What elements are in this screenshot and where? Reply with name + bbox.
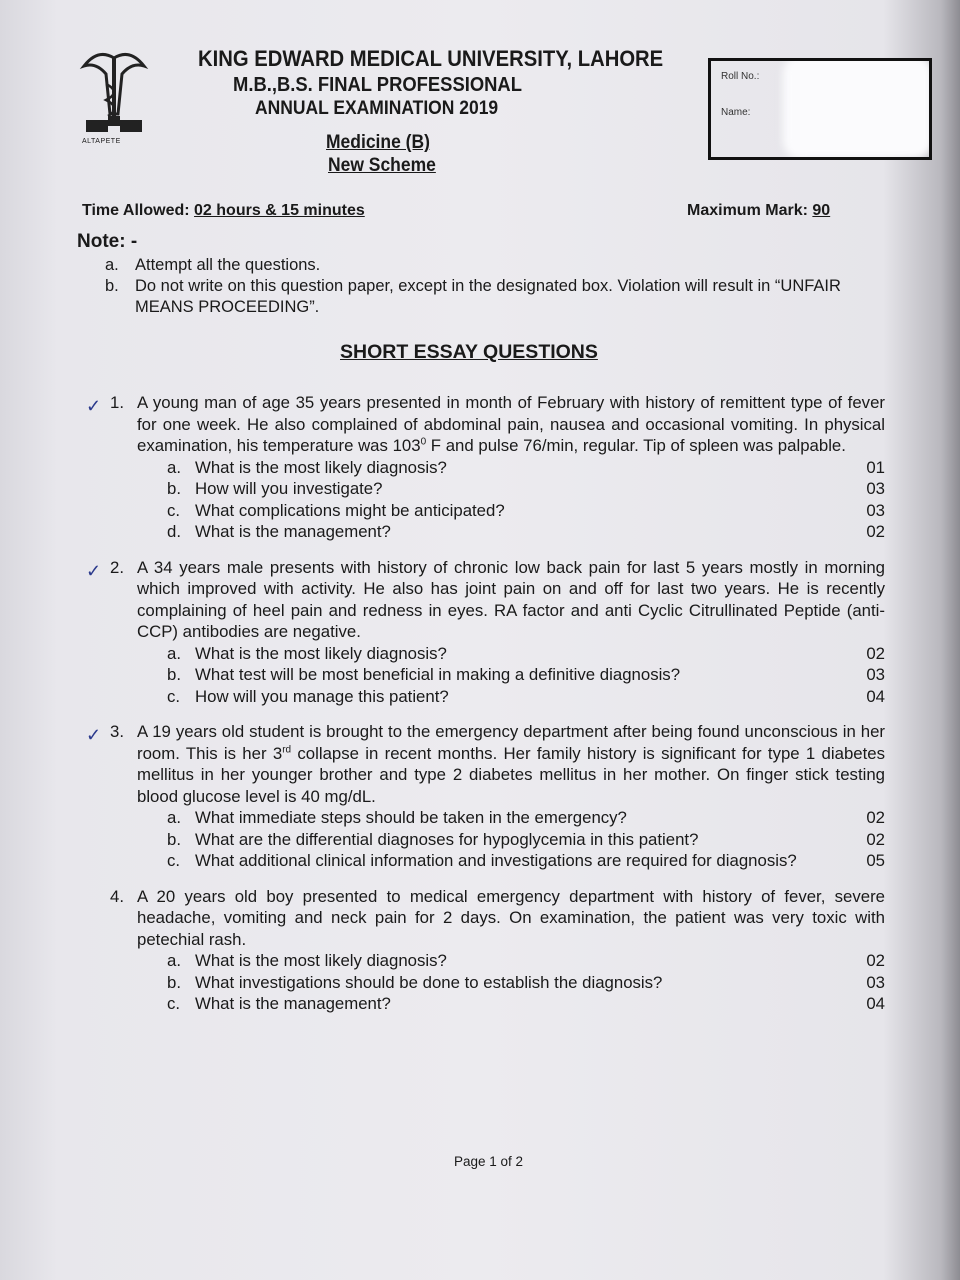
stem-text-after: F and pulse 76/min, regular. Tip of spleen was palpable. (426, 436, 846, 455)
question-part (110, 807, 885, 829)
part-marks: 05 (866, 851, 885, 870)
exam-title: ANNUAL EXAMINATION 2019 (255, 98, 499, 119)
question-number: 1. (110, 393, 124, 412)
handwritten-tick-icon: ✓ (86, 725, 102, 745)
superscript: rd (282, 743, 292, 755)
time-label: Time Allowed: (82, 202, 190, 219)
question-part (110, 500, 885, 522)
question-part (110, 643, 885, 665)
stem-text: A 19 years old student is brought to the emergency department after being found unconscious in her room. This is her 3 (137, 722, 885, 763)
part-text: What is the management? (195, 522, 391, 541)
part-text: What complications might be anticipated? (195, 500, 505, 520)
time-value: 02 hours & 15 minutes (194, 202, 365, 219)
question-part (110, 972, 885, 994)
stem-text: A 34 years male presents with history of chronic low back pain for last 5 years mostly in morning which improved with activity. He also has joint pain on and off for last two years. He is recently complaining of heel pain and redness in eyes. RA factor and anti Cyclic Citrullinated Peptide (anti-CCP) antibodies are negative. (137, 557, 885, 641)
question-part (110, 478, 885, 500)
stem-text: A 20 years old boy presented to medical emergency department with history of fever, severe headache, vomiting and neck pain for 2 days. On examination, the patient was very toxic with petechial rash. (137, 886, 885, 949)
part-text: What test will be most beneficial in making a definitive diagnosis? (195, 665, 681, 684)
part-marks: 03 (866, 500, 885, 520)
part-label: a. (167, 951, 181, 970)
part-marks: 04 (866, 686, 885, 706)
question-list (86, 392, 885, 1029)
note-title: Note: - (77, 231, 138, 252)
candidate-info-box (708, 58, 932, 160)
part-text: How will you investigate? (195, 479, 383, 498)
part-label: a. (167, 457, 181, 477)
roll-no-label: Roll No.: (721, 71, 760, 82)
note-key: b. (105, 277, 119, 295)
part-label: c. (167, 686, 181, 706)
note-text: Do not write on this question paper, except in the designated box. Violation will result in “UNFAIR MEANS PROCEEDING”. (135, 277, 841, 316)
maximum-mark (687, 202, 830, 220)
part-label: c. (167, 500, 181, 520)
question-4 (110, 886, 885, 1015)
stem-text: A young man of age 35 years presented in month of February with history of remittent type of fever for one week. He also complained of abdominal pain, nausea and occasional vomiting. In physical examination, his temperature was 103 (137, 393, 885, 455)
note-item (105, 276, 865, 318)
page-number: Page 1 of 2 (454, 1154, 524, 1169)
question-part (110, 457, 885, 479)
part-marks: 04 (866, 994, 885, 1013)
part-text: What is the most likely diagnosis? (195, 951, 447, 970)
question-part (110, 993, 885, 1015)
part-label: c. (167, 994, 181, 1013)
handwritten-tick-icon: ✓ (86, 396, 102, 416)
stem-text-after: collapse in recent months. Her family history is significant for type 1 diabetes mellitus in her younger brother and type 2 diabetes mellitus in her mother. On finger stick testing blood glucose level is 40 mg/dL. (137, 743, 885, 806)
question-number: 3. (110, 722, 124, 741)
question-stem (137, 392, 885, 457)
question-part (110, 664, 885, 686)
part-text: What is the most likely diagnosis? (195, 457, 447, 477)
name-label: Name: (721, 107, 751, 118)
note-key: a. (105, 256, 119, 274)
part-text: What investigations should be done to establish the diagnosis? (195, 972, 663, 992)
part-text: What immediate steps should be taken in the emergency? (195, 808, 627, 827)
max-label: Maximum Mark: (687, 202, 808, 219)
part-label: a. (167, 643, 181, 663)
question-part (110, 521, 885, 543)
part-marks: 02 (866, 522, 885, 541)
section-title: SHORT ESSAY QUESTIONS (340, 341, 598, 363)
scheme-title: New Scheme (328, 155, 436, 176)
part-marks: 03 (866, 972, 885, 992)
part-label: b. (167, 665, 181, 684)
part-marks: 02 (866, 808, 885, 827)
question-part (110, 850, 885, 872)
part-label: b. (167, 829, 181, 849)
part-text: What is the management? (195, 994, 391, 1013)
program-title: M.B.,B.S. FINAL PROFESSIONAL (233, 74, 522, 96)
superscript: 0 (420, 436, 427, 448)
question-3 (86, 721, 885, 872)
question-stem (137, 886, 885, 951)
max-value: 90 (812, 202, 831, 219)
logo-motto: ALTAPETE (82, 138, 121, 145)
handwritten-tick-icon: ✓ (86, 560, 102, 581)
part-label: b. (167, 972, 181, 992)
question-2 (86, 557, 885, 708)
subject-title: Medicine (B) (326, 132, 430, 153)
question-stem (137, 721, 885, 807)
question-number: 4. (110, 886, 124, 906)
part-marks: 03 (866, 665, 885, 684)
time-allowed (82, 202, 365, 220)
part-text: What are the differential diagnoses for hypoglycemia in this patient? (195, 829, 699, 849)
part-label: c. (167, 851, 181, 870)
part-marks: 03 (866, 479, 885, 498)
question-part (110, 686, 885, 708)
part-label: a. (167, 808, 181, 827)
note-text: Attempt all the questions. (135, 256, 321, 274)
question-part (110, 829, 885, 851)
part-text: What additional clinical information and investigations are required for diagnosis? (195, 851, 797, 870)
question-part (110, 950, 885, 972)
university-crest-logo (78, 44, 150, 144)
part-marks: 02 (866, 643, 885, 663)
part-marks: 02 (866, 951, 885, 970)
question-number: 2. (110, 557, 124, 577)
part-marks: 01 (866, 457, 885, 477)
question-1 (86, 392, 885, 543)
part-text: What is the most likely diagnosis? (195, 643, 447, 663)
question-stem (137, 557, 885, 643)
redaction-blur (783, 58, 932, 159)
part-label: b. (167, 479, 181, 498)
note-item (105, 256, 865, 275)
university-name: KING EDWARD MEDICAL UNIVERSITY, LAHORE (198, 46, 664, 71)
part-label: d. (167, 522, 181, 541)
part-marks: 02 (866, 829, 885, 849)
part-text: How will you manage this patient? (195, 686, 449, 706)
